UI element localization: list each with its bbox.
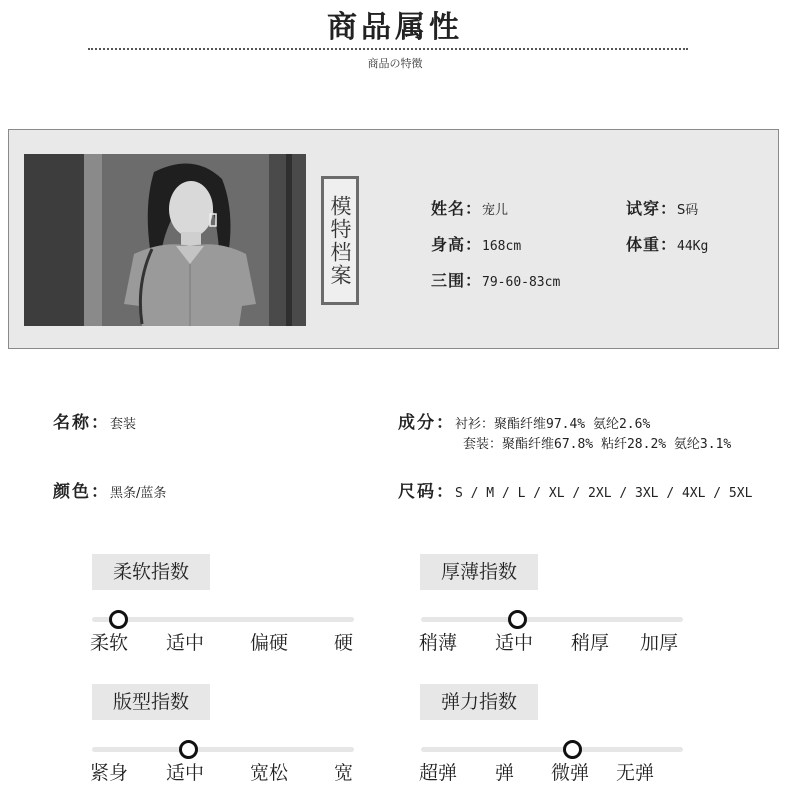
product-composition-label: 成分：: [398, 413, 455, 433]
elasticity-level-4: 无弹: [616, 762, 655, 784]
model-photo: [24, 154, 306, 326]
softness-index-label: 柔软指数: [92, 554, 210, 590]
model-name-label: 姓名：: [431, 199, 483, 218]
model-photo-image: [24, 154, 306, 326]
elasticity-level-3: 微弹: [551, 762, 590, 784]
dotted-divider: [88, 48, 688, 50]
fit-level-4: 宽: [334, 762, 354, 784]
model-tryon-value: S码: [677, 203, 699, 218]
product-composition-line1: 衬衫：聚酯纤维97.4% 氨纶2.6%: [455, 417, 651, 432]
fit-index-track: [92, 747, 354, 752]
elasticity-level-1: 超弹: [419, 762, 458, 784]
page-title: 商品属性: [327, 10, 463, 45]
fit-index-label: 版型指数: [92, 684, 210, 720]
fit-level-3: 宽松: [250, 762, 289, 784]
model-height-row: [431, 232, 521, 255]
product-color-label: 颜色：: [53, 482, 110, 502]
model-measure-row: [431, 268, 560, 291]
fit-level-1: 紧身: [90, 762, 129, 784]
model-name-value: 宠儿: [482, 203, 509, 218]
thickness-index-track: [421, 617, 683, 622]
model-measure-label: 三围：: [431, 271, 483, 290]
product-composition-row: [398, 408, 650, 433]
thickness-level-3: 稍厚: [571, 632, 610, 654]
fit-index-indicator: [179, 740, 198, 759]
model-measure-value: 79-60-83cm: [482, 275, 561, 290]
product-color-row: [53, 477, 166, 502]
softness-index-indicator: [109, 610, 128, 629]
product-color-value: 黑条/蓝条: [110, 486, 167, 501]
softness-level-3: 偏硬: [250, 632, 289, 654]
product-name-row: [53, 408, 136, 433]
model-profile-title-text: 模特档案: [328, 194, 352, 287]
model-tryon-label: 试穿：: [626, 199, 678, 218]
elasticity-index-label: 弹力指数: [420, 684, 538, 720]
thickness-level-1: 稍薄: [419, 632, 458, 654]
model-height-value: 168cm: [482, 239, 522, 254]
softness-index-track: [92, 617, 354, 622]
thickness-index-indicator: [508, 610, 527, 629]
product-composition-line2: 套装：聚酯纤维67.8% 粘纤28.2% 氨纶3.1%: [463, 437, 732, 452]
page-subtitle: 商品の特徴: [367, 57, 423, 70]
product-name-value: 套装: [110, 417, 137, 432]
softness-level-2: 适中: [166, 632, 205, 654]
fit-level-2: 适中: [166, 762, 205, 784]
product-size-value: S / M / L / XL / 2XL / 3XL / 4XL / 5XL: [455, 486, 753, 501]
softness-level-4: 硬: [334, 632, 354, 654]
model-tryon-row: [626, 196, 698, 219]
model-weight-label: 体重：: [626, 235, 678, 254]
thickness-index-label: 厚薄指数: [420, 554, 538, 590]
elasticity-index-track: [421, 747, 683, 752]
model-weight-row: [626, 232, 708, 255]
thickness-level-4: 加厚: [640, 632, 679, 654]
thickness-level-2: 适中: [495, 632, 534, 654]
model-name-row: [431, 196, 508, 219]
model-weight-value: 44Kg: [677, 239, 709, 254]
elasticity-index-indicator: [563, 740, 582, 759]
product-size-label: 尺码：: [398, 482, 455, 502]
softness-level-1: 柔软: [90, 632, 129, 654]
elasticity-level-2: 弹: [495, 762, 515, 784]
product-size-row: [398, 477, 752, 502]
model-profile-vertical-title: [321, 176, 359, 305]
product-name-label: 名称：: [53, 413, 110, 433]
model-height-label: 身高：: [431, 235, 483, 254]
